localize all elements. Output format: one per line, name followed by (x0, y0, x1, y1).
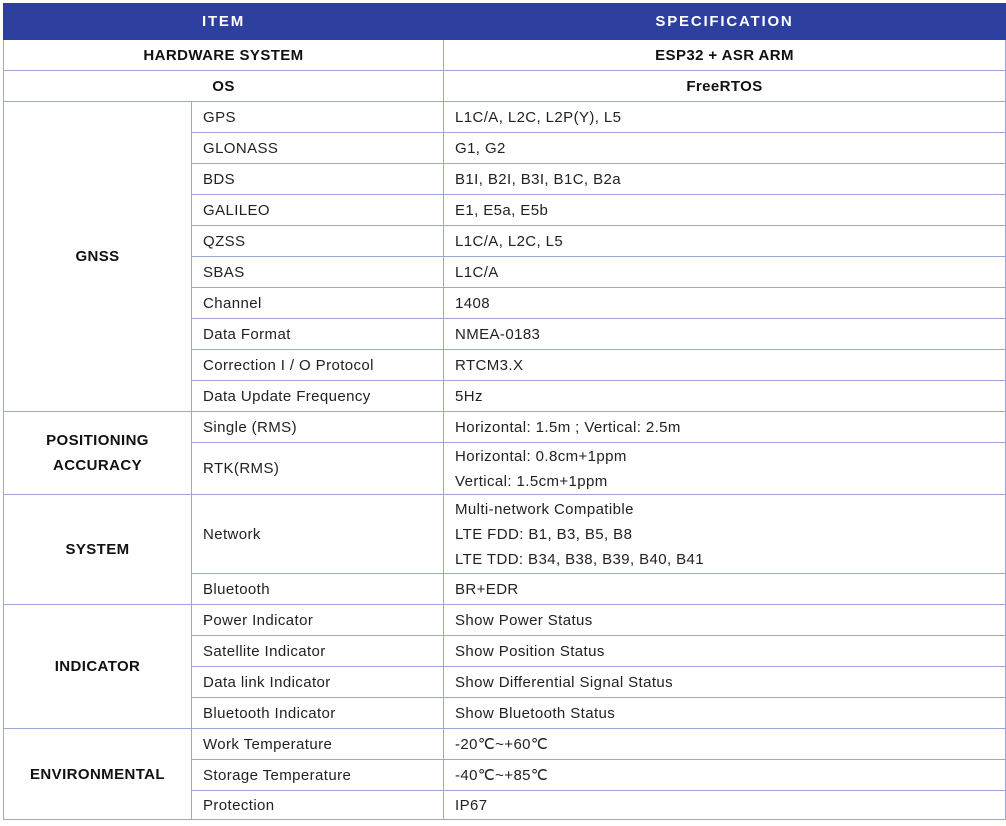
header-row (4, 4, 1006, 40)
item-cell: Single (RMS) (192, 412, 444, 443)
spec-cell: L1C/A, L2C, L5 (444, 226, 1006, 257)
item-cell: Bluetooth Indicator (192, 698, 444, 729)
table-row (4, 729, 1006, 760)
spec-line: LTE TDD: B34, B38, B39, B40, B41 (455, 550, 705, 568)
category-positioning-accuracy (4, 412, 192, 495)
spec-cell: L1C/A (444, 257, 1006, 288)
spec-cell (444, 443, 1006, 495)
category-indicator: INDICATOR (4, 605, 192, 729)
spec-cell: Horizontal: 1.5m ; Vertical: 2.5m (444, 412, 1006, 443)
table-row (4, 40, 1006, 71)
spec-cell: Show Power Status (444, 605, 1006, 636)
spec-sheet (3, 3, 1006, 820)
item-cell: RTK(RMS) (192, 443, 444, 495)
item-cell: Work Temperature (192, 729, 444, 760)
table-row (4, 412, 1006, 443)
spec-cell: NMEA-0183 (444, 319, 1006, 350)
table-row (4, 71, 1006, 102)
spec-cell: IP67 (444, 791, 1006, 820)
spec-line: LTE FDD: B1, B3, B5, B8 (455, 525, 633, 543)
spec-line: Multi-network Compatible (455, 500, 634, 518)
hardware-system-value: ESP32 + ASR ARM (444, 40, 1006, 71)
table-row (4, 102, 1006, 133)
spec-cell: -20℃~+60℃ (444, 729, 1006, 760)
category-line: POSITIONING (46, 432, 149, 449)
item-cell: Satellite Indicator (192, 636, 444, 667)
item-cell: Correction I / O Protocol (192, 350, 444, 381)
spec-cell: E1, E5a, E5b (444, 195, 1006, 226)
item-cell: Bluetooth (192, 574, 444, 605)
spec-cell: -40℃~+85℃ (444, 760, 1006, 791)
spec-cell: L1C/A, L2C, L2P(Y), L5 (444, 102, 1006, 133)
category-system: SYSTEM (4, 495, 192, 605)
item-cell: Protection (192, 791, 444, 820)
spec-cell (444, 495, 1006, 574)
spec-cell: 5Hz (444, 381, 1006, 412)
item-cell: QZSS (192, 226, 444, 257)
header-specification: SPECIFICATION (444, 4, 1006, 40)
table-row (4, 605, 1006, 636)
item-cell: GLONASS (192, 133, 444, 164)
hardware-system-label: HARDWARE SYSTEM (4, 40, 444, 71)
spec-cell: G1, G2 (444, 133, 1006, 164)
category-environmental: ENVIRONMENTAL (4, 729, 192, 820)
specification-table (3, 3, 1006, 820)
item-cell: Data link Indicator (192, 667, 444, 698)
item-cell: BDS (192, 164, 444, 195)
table-row (4, 495, 1006, 574)
item-cell: GPS (192, 102, 444, 133)
spec-line: Horizontal: 0.8cm+1ppm (455, 447, 627, 465)
item-cell: Network (192, 495, 444, 574)
spec-cell: 1408 (444, 288, 1006, 319)
spec-cell: BR+EDR (444, 574, 1006, 605)
item-cell: Data Update Frequency (192, 381, 444, 412)
spec-line: Vertical: 1.5cm+1ppm (455, 472, 608, 490)
item-cell: GALILEO (192, 195, 444, 226)
item-cell: Channel (192, 288, 444, 319)
category-gnss: GNSS (4, 102, 192, 412)
spec-cell: B1I, B2I, B3I, B1C, B2a (444, 164, 1006, 195)
item-cell: Storage Temperature (192, 760, 444, 791)
spec-cell: RTCM3.X (444, 350, 1006, 381)
header-item: ITEM (4, 4, 444, 40)
category-line: ACCURACY (52, 457, 143, 474)
item-cell: Data Format (192, 319, 444, 350)
spec-cell: Show Differential Signal Status (444, 667, 1006, 698)
item-cell: Power Indicator (192, 605, 444, 636)
item-cell: SBAS (192, 257, 444, 288)
os-value: FreeRTOS (444, 71, 1006, 102)
spec-cell: Show Bluetooth Status (444, 698, 1006, 729)
spec-cell: Show Position Status (444, 636, 1006, 667)
os-label: OS (4, 71, 444, 102)
